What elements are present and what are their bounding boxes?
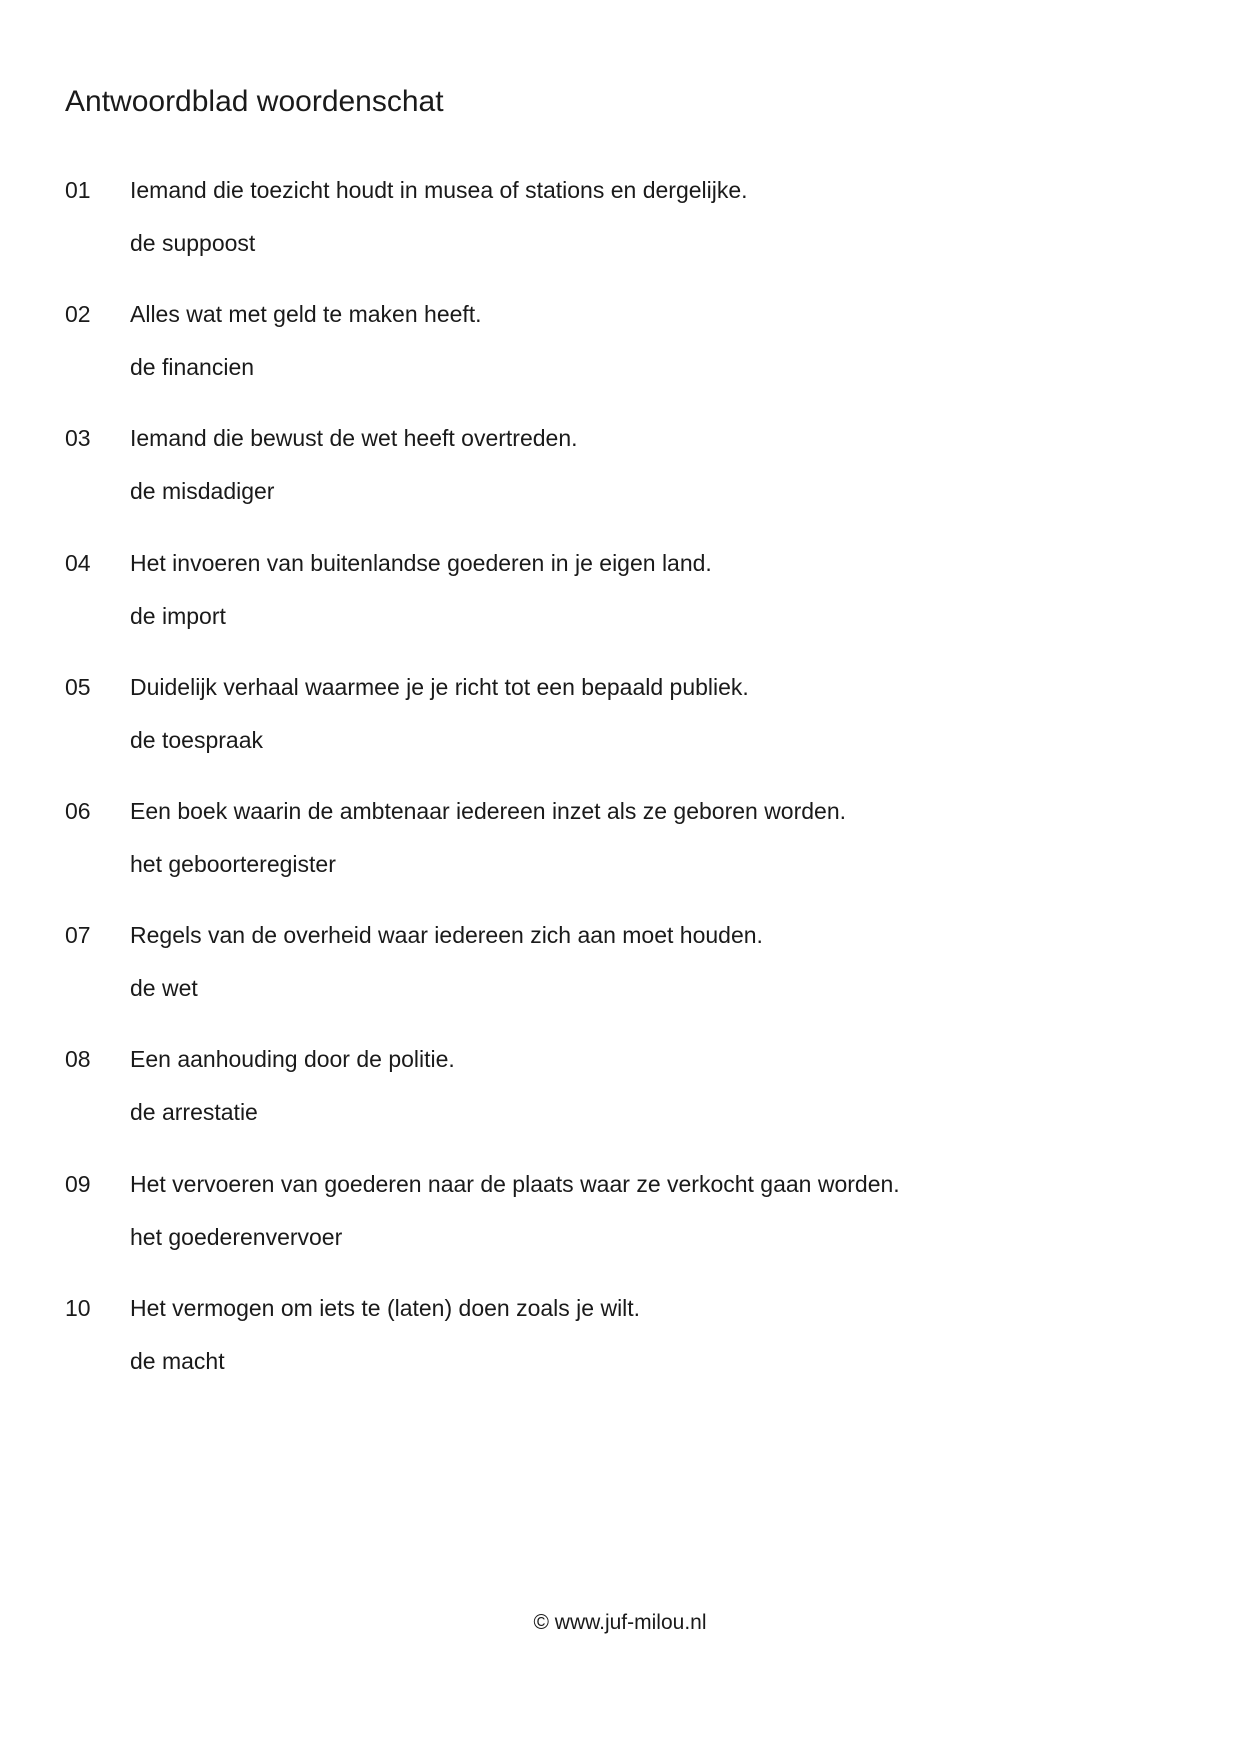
entry-answer: de arrestatie xyxy=(130,1099,258,1126)
entry-number: 04 xyxy=(65,549,91,576)
list-item xyxy=(65,423,1175,547)
entry-question: Iemand die bewust de wet heeft overtreden. xyxy=(130,425,578,452)
entry-number: 01 xyxy=(65,177,91,203)
entry-number: 07 xyxy=(65,922,91,949)
entry-answer: de financien xyxy=(130,354,255,381)
entry-question: Regels van de overheid waar iedereen zich aan moet houden. xyxy=(130,922,763,949)
entry-answer: de wet xyxy=(130,975,198,1002)
entry-question: Alles wat met geld te maken heeft. xyxy=(130,301,482,328)
entry-answer: de import xyxy=(130,602,226,629)
list-item xyxy=(65,1293,1175,1417)
entry-number: 08 xyxy=(65,1046,91,1073)
entry-number: 10 xyxy=(65,1294,91,1321)
entry-answer: het goederenvervoer xyxy=(130,1223,343,1250)
entry-question: Een boek waarin de ambtenaar iedereen inzet als ze geboren worden. xyxy=(130,797,847,824)
entry-answer: de suppoost xyxy=(130,230,256,256)
list-item xyxy=(65,672,1175,796)
entry-question: Duidelijk verhaal waarmee je je richt tot een bepaald publiek. xyxy=(130,673,749,700)
entry-question: Het vermogen om iets te (laten) doen zoals je wilt. xyxy=(130,1294,641,1321)
entry-answer: het geboorteregister xyxy=(130,850,336,877)
page-title: Antwoordblad woordenschat xyxy=(65,85,444,118)
entry-question: Een aanhouding door de politie. xyxy=(130,1046,455,1073)
entry-answer: de misdadiger xyxy=(130,478,275,505)
entry-answer: de macht xyxy=(130,1347,225,1374)
entry-number: 06 xyxy=(65,797,91,824)
copyright-footer: © www.juf-milou.nl xyxy=(533,1611,707,1634)
entry-number: 03 xyxy=(65,425,91,452)
list-item xyxy=(65,175,1175,299)
list-item xyxy=(65,920,1175,1044)
entry-number: 09 xyxy=(65,1170,91,1197)
entry-question: Iemand die toezicht houdt in musea of stations en dergelijke. xyxy=(130,177,748,203)
entry-number: 02 xyxy=(65,301,91,328)
list-item xyxy=(65,1169,1175,1293)
list-item xyxy=(65,1044,1175,1168)
entry-question: Het invoeren van buitenlandse goederen in je eigen land. xyxy=(130,549,712,576)
entry-list xyxy=(65,175,1175,1417)
list-item xyxy=(65,548,1175,672)
entry-number: 05 xyxy=(65,673,91,700)
list-item xyxy=(65,299,1175,423)
entry-question: Het vervoeren van goederen naar de plaats waar ze verkocht gaan worden. xyxy=(130,1170,900,1197)
list-item xyxy=(65,796,1175,920)
entry-answer: de toespraak xyxy=(130,726,263,753)
